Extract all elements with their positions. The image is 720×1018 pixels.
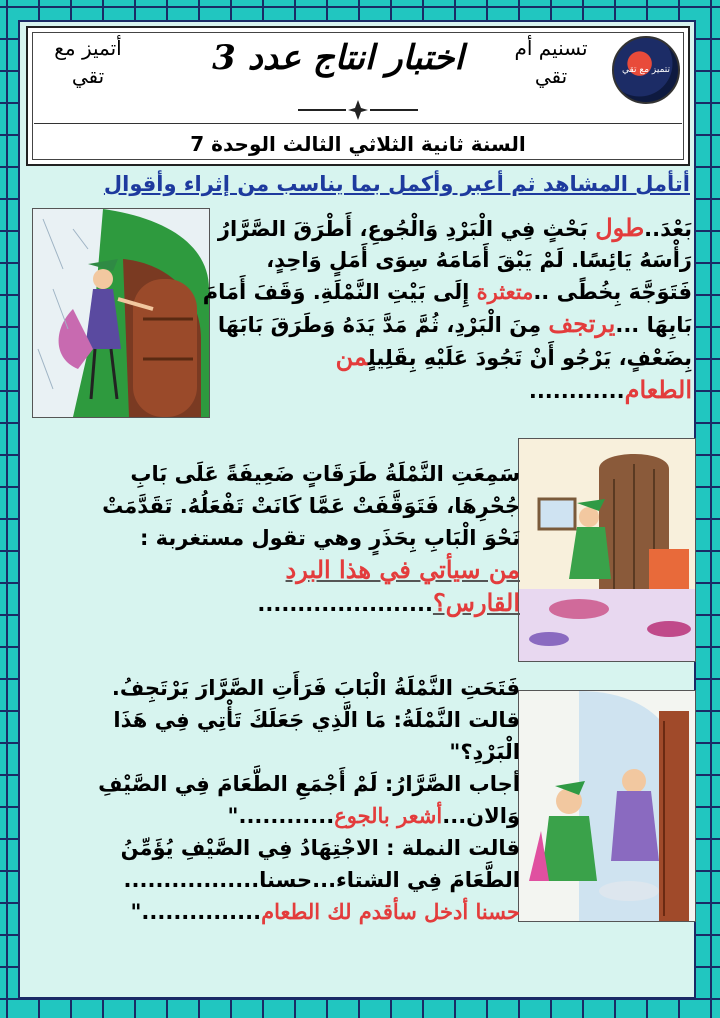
scene3-illustration-icon (518, 690, 696, 922)
author-name-left: أتميز مع تقي (54, 36, 122, 88)
scene3-answer-1: أشعر بالجوع (334, 803, 443, 828)
scene3-line-5-end: ..............." (130, 900, 262, 924)
scene1-paragraph (202, 212, 692, 407)
scene2-text-1: سَمِعَتِ النَّمْلَةُ طَرَقَاتٍ ضَعِيفَةً عَلَى بَابِ جُحْرِهَا، فَتَوَقَّفَتْ عَمَّا كَانَتْ تَفْعَلُهُ. تَقَدَّمَتْ نَحْوَ الْبَابِ بِحَذَرٍ وهي تقول مستغربة : (102, 462, 520, 550)
instruction-text: أتأمل المشاهد ثم أعبر وأكمل بما يناسب من إثراء وأقوال (103, 172, 690, 196)
scene1-text-3: إِلَى بَيْتِ النَّمْلَةِ. وَقَفَ أَمَامَ بَابِهَا ... (202, 280, 692, 337)
scene3-line-2: قالت النَّمْلَةُ: مَا الَّذِي جَعَلَكَ تَأْتِي فِي هَذَا الْبَرْدِ؟" (113, 708, 520, 764)
logo-avatar-icon (612, 36, 680, 104)
scene1-answer-4: من الطعام (335, 342, 692, 404)
scene3-line-3-text: أجاب الصَّرَّارُ: لَمْ أَجْمَعِ الطَّعَامَ فِي الصَّيْفِ وَالان... (98, 772, 520, 828)
scene1-text-4: مِنَ الْبَرْدِ، ثُمَّ مَدَّ يَدَهُ وَطَرَقَ بَابَهَا بِضَعْفٍ، يَرْجُو أَنْ تَجُودَ عَلَيْهِ بِقَلِيلٍ (217, 313, 692, 370)
scene2-answer-1: من سيأتي في هذا البرد القارس؟ (285, 555, 520, 617)
scene2-illustration-icon (518, 438, 696, 662)
scene1-answer-3: يرتجف (548, 309, 616, 338)
scene2-dots: ...................... (257, 592, 433, 616)
scene3-line-3 (50, 768, 520, 832)
scene1-dots: ............ (528, 379, 625, 403)
scene3-answer-2: حسنا أدخل سأقدم لك الطعام (261, 899, 520, 924)
header-divider (34, 123, 682, 124)
page-subtitle: السنة ثانية الثلاثي الثالث الوحدة 7 (190, 132, 526, 156)
scene3-line-1: فَتَحَتِ النَّمْلَةُ الْبَابَ فَرَأَتِ الصَّرَّارَ يَرْتَجِفُ. (111, 676, 520, 700)
scene3-line-4: قالت النملة : الاجْتِهَادُ فِي الصَّيْفِ يُؤَمِّنُ الطَّعَامَ فِي الشتاء...حسنا................. (120, 836, 520, 892)
scene1-text-1: بَعْدَ.. (644, 217, 692, 241)
scene1-text-2: بَحْثٍ فِي الْبَرْدِ وَالْجُوعِ، أَطْرَقَ الصَّرَّارُ رَأْسَهُ يَائِسًا. لَمْ يَبْقَ أَمَامَهُ سِوَى أَمَلٍ وَاحِدٍ، فَتَوَجَّهَ بِخُطًى .. (217, 217, 692, 304)
scene3-paragraph (50, 672, 520, 928)
ornament-star-icon (28, 98, 688, 122)
scene1-answer-1: طول (595, 213, 645, 242)
scene3-line-3-end: ............" (227, 804, 335, 828)
page-title: اختبار انتاج عدد 3 (212, 38, 464, 78)
header-box (26, 26, 690, 166)
scene1-answer-2: متعثرة (476, 279, 534, 304)
author-name-right: تسنيم أم تقي (514, 36, 588, 88)
scene1-illustration-icon (32, 208, 210, 418)
scene2-paragraph (60, 458, 520, 620)
scene3-line-5 (50, 896, 520, 928)
logo-text: تتميز مع تقي (622, 65, 670, 75)
